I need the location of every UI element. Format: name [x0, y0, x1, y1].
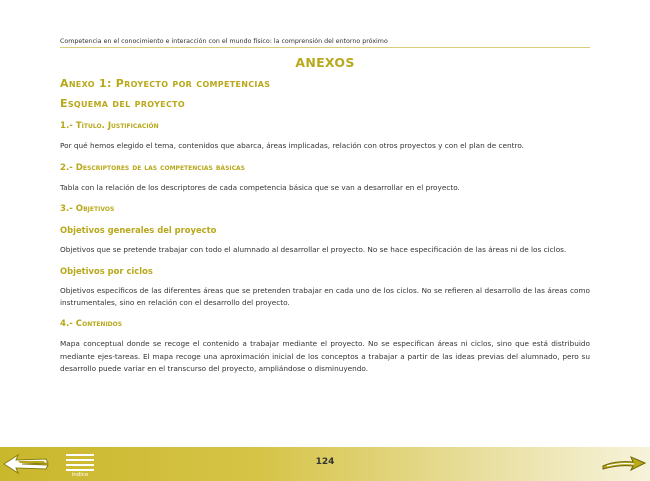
- index-label: índice: [71, 472, 89, 478]
- paragraph-descriptores: Tabla con la relación de los descriptores de cada competencia básica que se van a desarrollar en el proyecto.: [60, 182, 460, 192]
- paragraph-titulo: Por qué hemos elegido el tema, contenidos que abarca, áreas implicadas, relación con otros proyectos y con el plan de centro.: [60, 141, 524, 150]
- page-number: 124: [315, 457, 335, 467]
- paragraph-objetivos-generales: Objetivos que se pretende trabajar con todo el alumnado al desarrollar el proyecto. No se hace especificación de las áreas ni de los ciclos.: [60, 245, 567, 255]
- next-page-button[interactable]: [601, 452, 647, 476]
- arrow-right-icon: [601, 452, 647, 476]
- heading-objetivos-ciclos: Objetivos por ciclos: [60, 265, 153, 276]
- page-content: [60, 55, 590, 376]
- heading-objetivos-generales: Objetivos generales del proyecto: [60, 225, 217, 236]
- heading-contenidos: 4.- Contenidos: [60, 318, 123, 329]
- running-header: Competencia en el conocimiento e interacción con el mundo físico: la comprensión del entorno próximo: [60, 38, 388, 45]
- paragraph-objetivos-ciclos: Objetivos específicos de las diferentes áreas que se pretenden trabajar en cada uno de los ciclos. No se refieren al desarrollo de las áreas como instrumentales, sino en relación con el desarrollo del proyecto.: [60, 285, 590, 308]
- heading-descriptores: 2.- Descriptores de las competencias básicas: [60, 162, 246, 173]
- annex-title: Anexo 1: Proyecto por competencias: [60, 77, 271, 90]
- heading-objetivos: 3.- Objetivos: [60, 204, 115, 215]
- heading-titulo: 1.- Título. Justificación: [60, 121, 159, 131]
- scheme-title: Esquema del proyecto: [60, 97, 185, 110]
- header-divider: [60, 47, 590, 48]
- section-title: ANEXOS: [295, 55, 355, 70]
- paragraph-contenidos: Mapa conceptual donde se recoge el contenido a trabajar mediante el proyecto. No se especifican áreas ni ciclos, sino que está distribuido mediante ejes-tareas. El mapa recoge una aproximación inicial de los conceptos a trabajar a partir de las ideas previas del alumnado, pero su desarrollo puede variar en el transcurso del proyecto, ampliándose o disminuyendo.: [60, 338, 590, 374]
